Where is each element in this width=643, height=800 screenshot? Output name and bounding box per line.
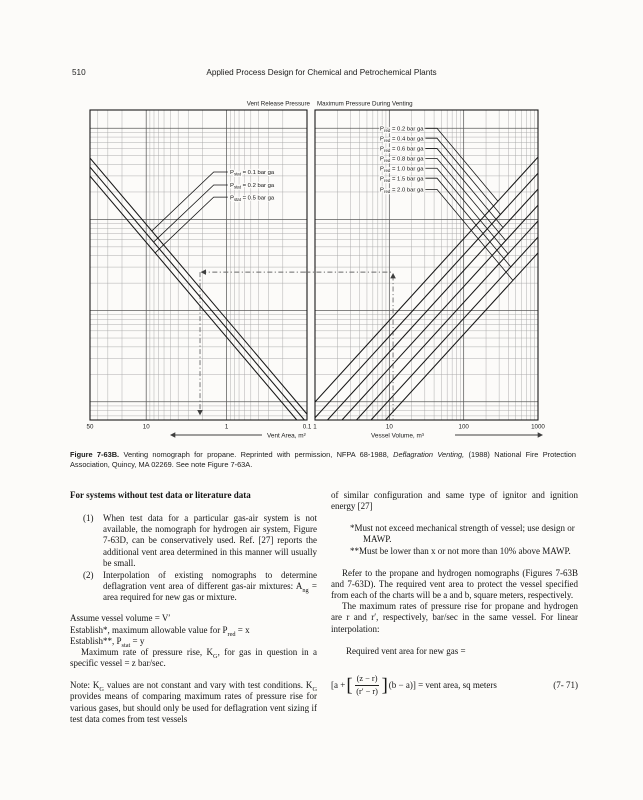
formula-right-bracket: ] xyxy=(381,675,388,697)
x-tick-label: 1000 xyxy=(531,423,545,431)
series-line-pstat-0.1 xyxy=(90,158,307,414)
nomograph-panel-left xyxy=(87,101,312,440)
panel-title: Maximum Pressure During Venting xyxy=(317,100,413,108)
series-label-pred-0.8: $P_{red} = 0.8$ bar ga xyxy=(380,156,424,164)
caption-text: Venting nomograph for propane. Reprinted with permission, NFPA 68-1988, xyxy=(119,450,394,459)
series-pointer-pred-0.4 xyxy=(425,138,500,214)
series-pointer-pred-1.0 xyxy=(425,168,508,254)
x-tick-label: 1 xyxy=(313,423,317,431)
panel-title: Vent Release Pressure xyxy=(246,100,310,108)
series-lines xyxy=(90,158,307,420)
page-number: 510 xyxy=(72,68,86,77)
left-column xyxy=(70,490,317,725)
note-paragraph: Note: $K_G$ values are not constant and vary with test conditions. $K_G$ provides means of comparing maximum rates of pressure rise for various gases, but should only be used for deflagration vent sizing if test data comes from test vessels xyxy=(70,680,317,724)
footnote-1: *Must not exceed mechanical strength of vessel; use design or MAWP. xyxy=(350,523,575,545)
formula-left-bracket: [ xyxy=(346,675,353,697)
nomograph-panel-right xyxy=(302,100,545,440)
assumptions-block xyxy=(70,613,317,669)
running-header xyxy=(0,68,643,77)
equation-7-71 xyxy=(331,674,578,698)
list-number: (2) xyxy=(83,569,94,580)
figure-caption xyxy=(70,450,576,471)
list-item-text: Interpolation of existing nomographs to determine deflagration vent area of different gas-air mixtures: $A_{ng}$ = area required for new gas or mixture. xyxy=(103,569,317,603)
establish-line-2: Establish**, $P_{stat} = y$ xyxy=(70,635,145,649)
series-label-pstat-0.1: $P_{stat} = 0.1$ bar ga xyxy=(229,170,275,177)
assume-line: Assume vessel volume = V′ xyxy=(70,613,171,624)
series-line-pstat-0.5 xyxy=(90,176,297,420)
plot-border xyxy=(90,110,307,420)
guide-arrow-up xyxy=(390,273,396,278)
example-guide-path xyxy=(197,269,307,415)
gridlines xyxy=(90,110,307,420)
kg-paragraph: Maximum rate of pressure rise, $K_G$, for gas in question in a specific vessel = z bar/sec. xyxy=(70,646,317,669)
series-line-pred-0.2 xyxy=(315,157,538,402)
series-lines xyxy=(315,157,538,420)
formula-prefix: [a + xyxy=(331,680,346,691)
series-label-pred-0.4: $P_{red} = 0.4$ bar ga xyxy=(380,136,424,143)
x-tick-label: 1 xyxy=(224,423,229,431)
formula-fraction xyxy=(355,674,380,698)
formula-numerator: (z − r) xyxy=(355,674,380,686)
x-tick-label: 10 xyxy=(385,423,393,431)
x-tick-label: 100 xyxy=(458,423,469,431)
max-rates-paragraph: The maximum rates of pressure rise for propane and hydrogen are r and r′, respectively, bar/sec in the same vessel. For linear interpolation: xyxy=(331,601,578,634)
footnotes-block xyxy=(331,523,578,556)
series-label-pred-2.0: $P_{red} = 2.0$ bar ga xyxy=(380,187,424,195)
x-axis-title: Vessel Volume, m³ xyxy=(371,432,424,440)
series-pointer-pstat-0.5 xyxy=(155,197,228,253)
series-label-pstat-0.5: $P_{stat} = 0.5$ bar ga xyxy=(229,195,275,202)
series-label-pstat-0.2: $P_{stat} = 0.2$ bar ga xyxy=(229,183,275,190)
series-line-pred-0.4 xyxy=(315,173,538,418)
gridlines xyxy=(315,110,538,420)
equation-number: (7- 71) xyxy=(553,680,578,691)
series-label-pred-0.2: $P_{red} = 0.2$ bar ga xyxy=(380,126,424,133)
formula-denominator: (r′ − r) xyxy=(356,687,378,697)
series-label-pred-1.5: $P_{red} = 1.5$ bar ga xyxy=(380,176,424,183)
series-pointer-pstat-0.1 xyxy=(152,172,228,231)
guide-arrow-left xyxy=(201,269,206,275)
list-number: (1) xyxy=(83,513,94,524)
guide-arrow-right xyxy=(538,432,543,438)
list-item-2 xyxy=(70,570,317,603)
refer-paragraph: Refer to the propane and hydrogen nomographs (Figures 7-63B and 7-63D). The required vent area to protect the vessel specified from each of the charts will be a and b, square meters, respectively. xyxy=(331,567,578,601)
footnote-2: **Must be lower than x or not more than 10% above MAWP. xyxy=(350,545,571,556)
formula-suffix: (b − a)] = vent area, sq meters xyxy=(388,680,497,691)
x-tick-label: 10 xyxy=(142,423,150,431)
x-axis-title: Vent Area, m² xyxy=(267,432,306,440)
series-pointer-pred-1.5 xyxy=(425,178,510,267)
series-label-pred-1.0: $P_{red} = 1.0$ bar ga xyxy=(380,166,424,173)
list-item-text: When test data for a particular gas-air system is not available, the nomograph for hydrogen air system, Figure 7-63D, can be conservatively used. Ref. [27] reports the additional vent area determined in this manner will usually be small. xyxy=(103,513,317,568)
section-heading: For systems without test data or literature data xyxy=(70,490,251,500)
series-label-pred-0.6: $P_{red} = 0.6$ bar ga xyxy=(380,146,424,154)
right-column xyxy=(331,490,578,697)
x-tick-label: 50 xyxy=(86,423,94,431)
continued-paragraph: of similar configuration and same type of ignitor and ignition energy [27] xyxy=(331,490,578,512)
running-title: Applied Process Design for Chemical and Petrochemical Plants xyxy=(206,68,437,77)
plot-border xyxy=(315,110,538,420)
guide-arrow-down xyxy=(197,410,203,415)
series-line-pred-2.0 xyxy=(385,253,538,420)
required-vent-area-line: Required vent area for new gas = xyxy=(346,645,466,656)
list-item-1 xyxy=(70,513,317,569)
guide-arrow-left xyxy=(170,432,175,438)
figure-label: Figure 7-63B. xyxy=(70,450,120,459)
establish-line-1: Establish*, maximum allowable value for $P_{red} = x$ xyxy=(70,624,250,638)
caption-italic-title: Deflagration Venting, xyxy=(393,450,465,459)
nomograph-figure xyxy=(85,96,555,448)
x-tick-label: 0.1 xyxy=(302,423,312,431)
caption-text-tail: (1988) National Fire Protection Association, Quincy, MA 02269. See note Figure 7-63A. xyxy=(70,450,577,470)
